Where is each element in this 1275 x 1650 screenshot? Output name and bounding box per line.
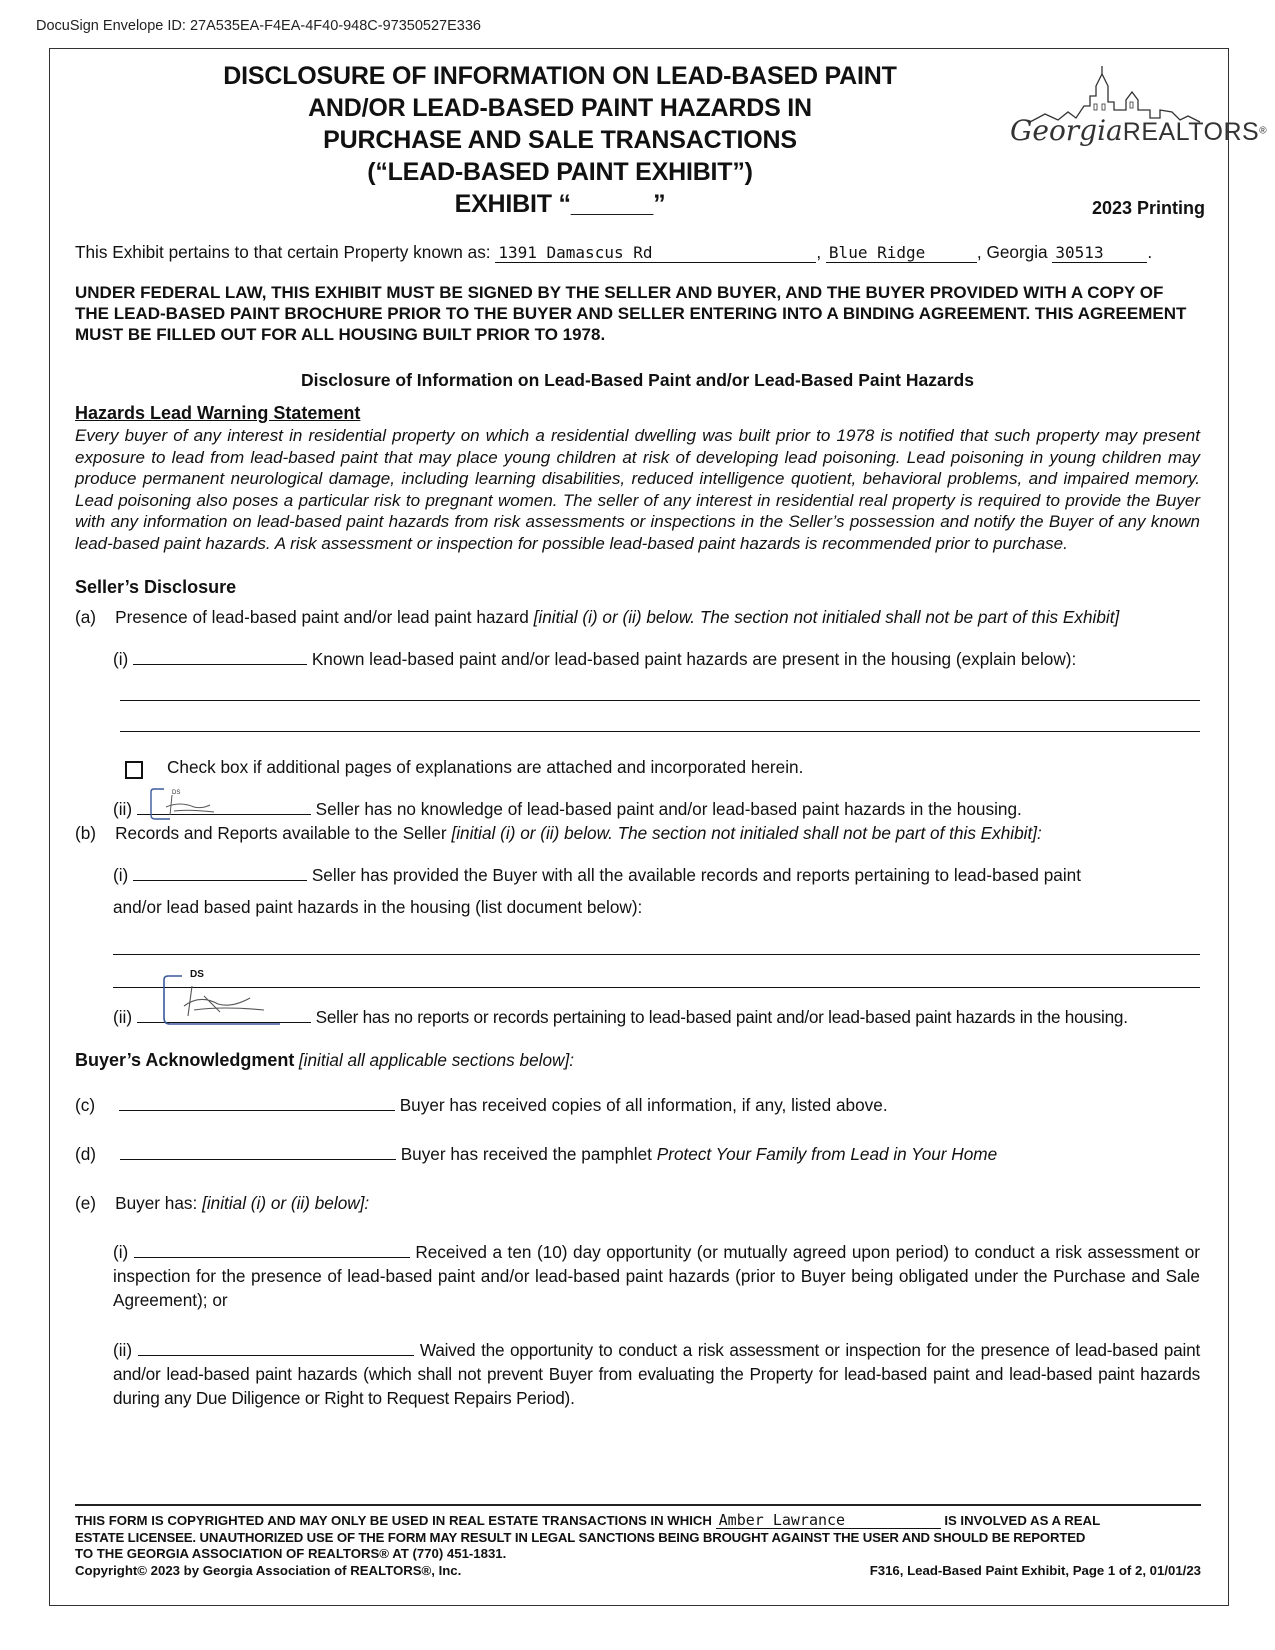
seller-item-a-ii bbox=[113, 797, 1022, 821]
item-d-label: (d) bbox=[75, 1144, 97, 1164]
hazards-text: Every buyer of any interest in residential property on which a residential dwelling was built prior to 1978 is notified that such property may present exposure to lead from lead-based paint that may place young children at risk of developing lead poisoning. Lead poisoning in young children may produce permanent neurological damage, including learning disabilities, reduced intelligence quotient, behavioral problems, and impaired memory. Lead poisoning also poses a particular risk to pregnant women. The seller of any interest in residential real property is required to provide the Buyer with any information on lead-based paint hazards from risk assessments or inspections in the Seller’s possession and notify the Buyer of any known lead-based paint hazards. A risk assessment or inspection for possible lead-based paint hazards is recommended prior to purchase. bbox=[75, 426, 1200, 553]
property-address-field[interactable]: 1391 Damascus Rd bbox=[495, 244, 816, 263]
seller-item-b-i bbox=[113, 863, 1081, 887]
title-line-5: EXHIBIT “______” bbox=[454, 190, 666, 218]
logo-mark: ® bbox=[1259, 125, 1267, 137]
seller-initial-signature-1 bbox=[150, 787, 230, 823]
logo-word: REALTORS bbox=[1122, 118, 1260, 146]
item-e-label: (e) bbox=[75, 1193, 97, 1213]
svg-text:DS: DS bbox=[172, 790, 181, 796]
item-e-ii-text: Waived the opportunity to conduct a risk assessment or inspection for the presence of lead-based paint and/or lead-based paint hazards (which shall not prevent Buyer from evaluating the Property for lead-based paint and lead-based paint hazards during any Due Diligence or Right to Request Repairs Period). bbox=[113, 1340, 1201, 1408]
item-a-ii-label: (ii) bbox=[113, 799, 133, 819]
federal-law-notice: UNDER FEDERAL LAW, THIS EXHIBIT MUST BE SIGNED BY THE SELLER AND BUYER, AND THE BUYER PROVIDED WITH A COPY OF THE LEAD-BASED PAINT BROCHURE PRIOR TO THE BUYER AND SELLER ENTERING INTO A BINDING AGREEMENT. THIS AGREEMENT MUST BE FILLED OUT FOR ALL HOUSING BUILT PRIOR TO 1978. bbox=[75, 283, 1187, 344]
item-a-instruction: [initial (i) or (ii) below. The section not initialed shall not be part of this Exhibit] bbox=[533, 607, 1120, 627]
property-state-label: , Georgia bbox=[976, 242, 1048, 262]
item-a-i-initial-field[interactable] bbox=[133, 663, 307, 665]
item-b-ii-text: Seller has no reports or records pertaining to lead-based paint and/or lead-based paint hazards in the housing. bbox=[315, 1007, 1128, 1027]
explain-line-1[interactable] bbox=[120, 700, 1200, 701]
seller-item-b bbox=[75, 821, 1042, 845]
item-a-i-text: Known lead-based paint and/or lead-based paint hazards are present in the housing (explain below): bbox=[311, 649, 1077, 669]
property-city-field[interactable]: Blue Ridge bbox=[826, 244, 977, 263]
title-line-1: DISCLOSURE OF INFORMATION ON LEAD-BASED PAINT bbox=[223, 62, 897, 90]
printing-year: 2023 Printing bbox=[1091, 198, 1205, 218]
item-e-instruction: [initial (i) or (ii) below]: bbox=[202, 1193, 370, 1213]
additional-pages-checkbox[interactable] bbox=[125, 761, 143, 779]
footer-divider bbox=[75, 1504, 1201, 1506]
logo-script: Georgia bbox=[1010, 114, 1123, 147]
buyer-item-e-ii bbox=[113, 1338, 1200, 1410]
item-c-initial-field[interactable] bbox=[119, 1109, 395, 1111]
item-e-text: Buyer has: bbox=[115, 1193, 198, 1213]
item-e-i-label: (i) bbox=[113, 1242, 129, 1262]
georgia-realtors-logo bbox=[1010, 62, 1267, 172]
item-b-i-text-2: and/or lead based paint hazards in the housing (list document below): bbox=[113, 897, 643, 917]
footer-line-1 bbox=[75, 1513, 1201, 1530]
disclosure-heading: Disclosure of Information on Lead-Based Paint and/or Lead-Based Paint Hazards bbox=[301, 370, 974, 390]
item-d-initial-field[interactable] bbox=[120, 1158, 396, 1160]
property-line: This Exhibit pertains to that certain Property known as: 1391 Damascus Rd , Blue Ridge , Georgia 30513 . bbox=[75, 242, 1153, 262]
item-a-text: Presence of lead-based paint and/or lead paint hazard bbox=[115, 607, 529, 627]
item-b-ii-label: (ii) bbox=[113, 1007, 133, 1027]
seller-item-a bbox=[75, 605, 1119, 629]
item-e-ii-initial-field[interactable] bbox=[138, 1354, 414, 1356]
explain-line-2[interactable] bbox=[120, 731, 1200, 732]
item-d-pamphlet: Protect Your Family from Lead in Your Home bbox=[656, 1144, 998, 1164]
ds-tag: DS bbox=[190, 969, 204, 980]
licensee-name-field[interactable]: Amber Lawrance bbox=[716, 1513, 941, 1529]
buyer-ack-heading: Buyer’s Acknowledgment bbox=[75, 1050, 295, 1070]
footer-copyright: Copyright© 2023 by Georgia Association of REALTORS®, Inc. bbox=[75, 1562, 462, 1578]
seller-item-a-i bbox=[113, 647, 1076, 671]
item-e-i-initial-field[interactable] bbox=[134, 1256, 410, 1258]
item-a-i-label: (i) bbox=[113, 649, 129, 669]
buyer-ack bbox=[75, 1048, 574, 1072]
item-c-label: (c) bbox=[75, 1095, 96, 1115]
item-b-i-initial-field[interactable] bbox=[133, 879, 307, 881]
footer-line-2: ESTATE LICENSEE. UNAUTHORIZED USE OF THE FORM MAY RESULT IN LEGAL SANCTIONS BEING BROUGHT AGAINST THE USER AND SHOULD BE REPORTED bbox=[75, 1529, 1086, 1545]
seller-initial-signature-2 bbox=[160, 972, 290, 1030]
checkbox-label: Check box if additional pages of explanations are attached and incorporated herein. bbox=[167, 757, 804, 777]
title-line-3: PURCHASE AND SALE TRANSACTIONS bbox=[323, 126, 797, 154]
document-line-1[interactable] bbox=[113, 954, 1200, 955]
buyer-item-e bbox=[75, 1191, 369, 1215]
document-title bbox=[200, 60, 920, 220]
item-d-text: Buyer has received the pamphlet bbox=[400, 1144, 652, 1164]
item-b-instruction: [initial (i) or (ii) below. The section not initialed shall not be part of this Exhibit]: bbox=[451, 823, 1042, 843]
footer-line-4 bbox=[75, 1563, 1201, 1580]
property-zip-field[interactable]: 30513 bbox=[1052, 244, 1147, 263]
item-b-i-text: Seller has provided the Buyer with all the available records and reports pertaining to lead-based paint bbox=[311, 865, 1081, 885]
buyer-item-c bbox=[75, 1093, 888, 1117]
item-a-label: (a) bbox=[75, 607, 97, 627]
item-e-ii-label: (ii) bbox=[113, 1340, 133, 1360]
hazards-heading: Hazards Lead Warning Statement bbox=[75, 403, 361, 423]
seller-disclosure-heading: Seller’s Disclosure bbox=[75, 577, 237, 597]
item-c-text: Buyer has received copies of all information, if any, listed above. bbox=[399, 1095, 888, 1115]
title-line-2: AND/OR LEAD-BASED PAINT HAZARDS IN bbox=[308, 94, 812, 122]
footer-line-3: TO THE GEORGIA ASSOCIATION OF REALTORS® AT (770) 451-1831. bbox=[75, 1546, 507, 1561]
item-b-i-label: (i) bbox=[113, 865, 129, 885]
envelope-id: DocuSign Envelope ID: 27A535EA-F4EA-4F40-948C-97350527E336 bbox=[36, 18, 481, 34]
footer-line-1-pre: THIS FORM IS COPYRIGHTED AND MAY ONLY BE USED IN REAL ESTATE TRANSACTIONS IN WHICH bbox=[75, 1513, 712, 1528]
buyer-item-d bbox=[75, 1142, 997, 1166]
buyer-ack-instruction: [initial all applicable sections below]: bbox=[298, 1050, 574, 1070]
footer-form-id: F316, Lead-Based Paint Exhibit, Page 1 of 2, 01/01/23 bbox=[869, 1562, 1201, 1578]
item-a-ii-text: Seller has no knowledge of lead-based paint and/or lead-based paint hazards in the housing. bbox=[315, 799, 1022, 819]
title-line-4: (“LEAD-BASED PAINT EXHIBIT”) bbox=[367, 158, 753, 186]
item-b-label: (b) bbox=[75, 823, 97, 843]
item-b-text: Records and Reports available to the Seller bbox=[115, 823, 447, 843]
footer-line-1-post: IS INVOLVED AS A REAL bbox=[944, 1513, 1101, 1528]
copyright-footer bbox=[75, 1513, 1201, 1579]
property-intro: This Exhibit pertains to that certain Property known as: bbox=[75, 242, 491, 262]
buyer-item-e-i bbox=[113, 1240, 1200, 1312]
item-e-i-text: Received a ten (10) day opportunity (or mutually agreed upon period) to conduct a risk assessment or inspection for the presence of lead-based paint and/or lead-based paint hazards (prior to Buyer being obligated under the Purchase and Sale Agreement); or bbox=[113, 1242, 1200, 1310]
